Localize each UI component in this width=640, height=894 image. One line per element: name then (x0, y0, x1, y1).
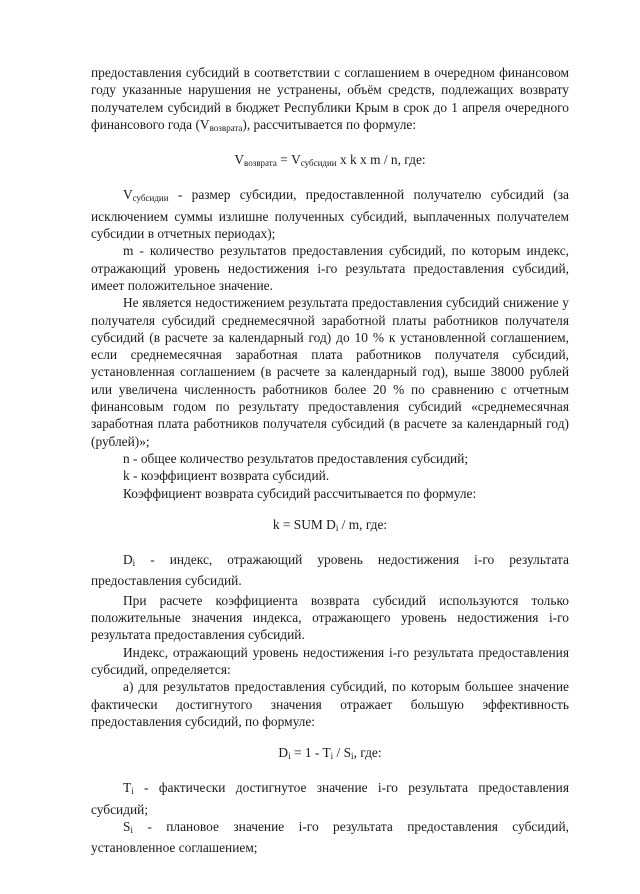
definition-m: m - количество результатов предоставления субсидий, по которым индекс, отражающий уровень недостижения i-го результата предоставления субсидий, имеет положительное значение. (91, 243, 569, 293)
document-body (91, 64, 569, 857)
formula-d: $D_i = 1 - T_i / S_i$, где: (278, 745, 382, 762)
paragraph-index-definition: Индекс, отражающий уровень недостижения i-го результата предоставления субсидий, определяется: (91, 644, 569, 677)
paragraph-intro: предоставления субсидий в соответствии с соглашением в очередном финансовом году указанные нарушения не устранены, объём средств, подлежащих возврату получателем субсидий в бюджет Республики Крым в срок до 1 апреля очередного финансового года $(V_{возврата})$, рассчитывается по формуле: (91, 65, 569, 133)
formula-return-volume: $V_{возврата} = V_{субсидии}$ х k х m / n, где: (234, 152, 426, 169)
definition-n: n - общее количество результатов предоставления субсидий; (123, 450, 469, 466)
formula-k: k = SUM $D_i$ / m, где: (272, 516, 388, 533)
definition-k: k - коэффициент возврата субсидий. (123, 468, 330, 484)
paragraph-positive-values: При расчете коэффициента возврата субсидий используются только положительные значения индекса, отражающего уровень недостижения i-го результата предоставления субсидий. (91, 592, 569, 643)
definition-d-index: $D_i$ - индекс, отражающий уровень недостижения i-го результата предоставления субсидий. (91, 552, 569, 589)
definition-t: $T_i$ - фактически достигнутое значение i-го результата предоставления субсидий; (91, 780, 569, 817)
definition-s: $S_i$ - плановое значение i-го результата предоставления субсидий, установленное соглашением; (91, 818, 569, 856)
paragraph-k-intro: Коэффициент возврата субсидий рассчитывается по формуле: (123, 485, 477, 501)
paragraph-case-a: а) для результатов предоставления субсидий, по которым большее значение фактически достигнутого значения отражает большую эффективность предоставления субсидий, по формуле: (91, 679, 569, 729)
definition-v-subsidy: $V_{субсидии}$ - размер субсидии, предоставленной получателю субсидий (за исключением суммы излишне полученных субсидий, выплаченных получателем субсидии в отчетных периодах); (91, 187, 569, 242)
paragraph-not-failure: Не является недостижением результата предоставления субсидий снижение у получателя субсидий среднемесячной заработной платы работников получателя субсидий (в расчете за календарный год) до 10 % к установленной соглашением, если среднемесячная заработная плата работников получателя субсидий, установленная соглашением (в расчете за календарный год), выше 38000 рублей или увеличена численность работников более 20 % по сравнению с отчетным финансовым годом по результату предоставления субсидий «среднемесячная заработная плата работников получателя субсидий (в расчете за календарный год) (рублей)»; (91, 295, 569, 449)
